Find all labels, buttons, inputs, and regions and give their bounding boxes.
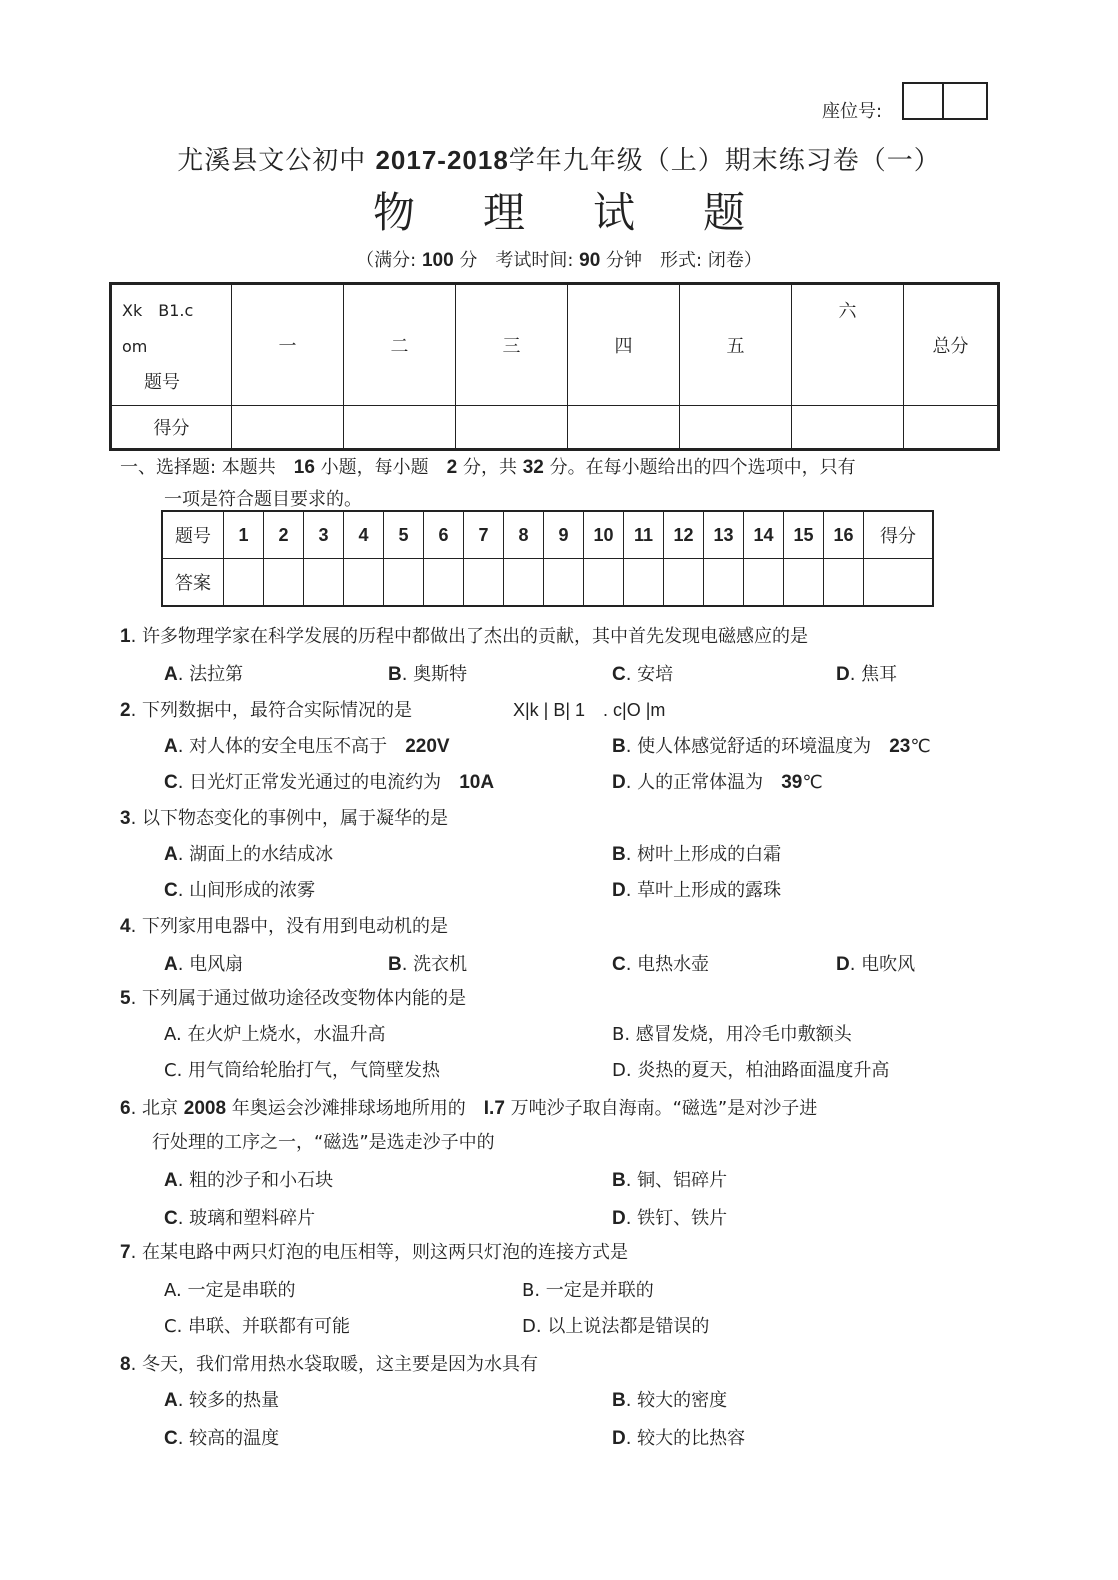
option-text: . 较多的热量 [177, 1390, 280, 1411]
answer-number: 7 [464, 511, 504, 559]
question-6 [120, 1094, 817, 1120]
option-letter: A [164, 1170, 178, 1191]
seat-box-2 [942, 82, 988, 120]
question-number: 1 [120, 626, 131, 647]
answer-score-header: 得分 [864, 511, 934, 559]
option-b [612, 1020, 852, 1046]
option-text: . 日光灯正常发光通过的电流约为 [177, 772, 460, 793]
option-text: . 用气筒给轮胎打气，气筒壁发热 [176, 1060, 441, 1081]
option-letter: A [164, 664, 178, 685]
option-b [612, 840, 781, 866]
option-letter: D [612, 772, 626, 793]
section-col-3: 三 [456, 284, 568, 406]
answer-number: 5 [384, 511, 424, 559]
answer-number: 16 [824, 511, 864, 559]
option-text: . 湖面上的水结成冰 [177, 844, 334, 865]
option-b [612, 1386, 727, 1412]
option-letter: A [164, 954, 178, 975]
option-text: . 较大的密度 [625, 1390, 728, 1411]
option-b [612, 732, 931, 758]
instr-text: 小题，每小题 [314, 457, 447, 478]
option-d [612, 1424, 745, 1450]
answer-row-label: 答案 [162, 559, 224, 607]
answer-cell[interactable] [664, 559, 704, 607]
option-d [612, 768, 823, 794]
option-unit: ℃ [802, 772, 823, 793]
answer-cell[interactable] [784, 559, 824, 607]
option-c [612, 950, 709, 976]
answer-cell[interactable] [464, 559, 504, 607]
exam-meta [0, 246, 1118, 272]
answer-number: 10 [584, 511, 624, 559]
instr-text: 一、选择题: 本题共 [120, 457, 294, 478]
option-text: . 较大的比热容 [625, 1428, 746, 1449]
option-value: 220V [405, 736, 450, 757]
answer-number: 9 [544, 511, 584, 559]
option-d [522, 1312, 709, 1338]
option-letter: C [164, 1060, 177, 1081]
question-3 [120, 804, 448, 830]
option-text: . 炎热的夏天，柏油路面温度升高 [625, 1060, 890, 1081]
option-letter: C [164, 880, 178, 901]
answer-cell[interactable] [264, 559, 304, 607]
answer-cell[interactable] [344, 559, 384, 607]
option-text: . 电吹风 [849, 954, 916, 975]
option-c [612, 660, 673, 686]
seat-number-label: 座位号: [822, 101, 883, 122]
option-d [836, 950, 915, 976]
answer-number: 12 [664, 511, 704, 559]
meta-text: 分钟 形式: 闭卷） [600, 250, 762, 271]
score-cell[interactable] [568, 406, 680, 450]
option-letter: D [612, 1208, 626, 1229]
instr-text: 一项是符合题目要求的。 [164, 489, 362, 510]
score-cell[interactable] [232, 406, 344, 450]
option-letter: B [388, 954, 402, 975]
section-col-5: 五 [680, 284, 792, 406]
option-text: . 使人体感觉舒适的环境温度为 [625, 736, 890, 757]
answer-cell[interactable] [304, 559, 344, 607]
option-letter: A [164, 736, 178, 757]
option-value: 39 [781, 772, 803, 793]
option-letter: C [164, 1208, 178, 1229]
question-text: . 冬天，我们常用热水袋取暖，这主要是因为水具有 [130, 1354, 539, 1375]
score-table [109, 282, 1000, 451]
meta-text: （满分: [356, 250, 422, 271]
section-instructions [120, 452, 856, 516]
watermark-text: X|k | B| 1 . c|O |m [513, 700, 666, 720]
option-letter: D [836, 954, 850, 975]
score-cell[interactable] [344, 406, 456, 450]
option-text: . 奥斯特 [401, 664, 468, 685]
option-text: . 洗衣机 [401, 954, 468, 975]
question-text: 万吨沙子取自海南。“磁选”是对沙子进 [504, 1098, 818, 1119]
option-letter: B [612, 844, 626, 865]
option-value: 10A [459, 772, 495, 793]
option-letter: B [388, 664, 402, 685]
option-text: . 感冒发烧，用冷毛巾敷额头 [624, 1024, 852, 1045]
option-b [612, 1166, 727, 1192]
answer-cell[interactable] [704, 559, 744, 607]
option-text: . 人的正常体温为 [625, 772, 782, 793]
exam-name: 学年九年级（上）期末练习卷（一） [508, 146, 941, 176]
question-text: . 在某电路中两只灯泡的电压相等，则这两只灯泡的连接方式是 [130, 1242, 629, 1263]
answer-cell[interactable] [624, 559, 664, 607]
question-text: . 下列属于通过做功途径改变物体内能的是 [130, 988, 467, 1009]
answer-number: 14 [744, 511, 784, 559]
option-letter: A [164, 1024, 176, 1045]
option-letter: B [612, 1390, 626, 1411]
subject-title [0, 180, 1118, 240]
section-col-1: 一 [232, 284, 344, 406]
option-letter: D [612, 1428, 626, 1449]
answer-cell[interactable] [384, 559, 424, 607]
answer-cell[interactable] [744, 559, 784, 607]
question-number: 2 [120, 700, 131, 721]
instr-text: 分。在每小题给出的四个选项中，只有 [543, 457, 856, 478]
answer-cell[interactable] [504, 559, 544, 607]
points-total: 32 [522, 457, 544, 478]
option-letter: B [522, 1280, 535, 1301]
section-col-6: 六 [792, 284, 904, 406]
option-b [388, 950, 467, 976]
option-text: . 电风扇 [177, 954, 244, 975]
answer-number: 8 [504, 511, 544, 559]
question-text: 行处理的工序之一，“磁选”是选走沙子中的 [152, 1132, 495, 1153]
question-2 [120, 696, 412, 722]
question-number: 8 [120, 1354, 131, 1375]
score-cell[interactable] [792, 406, 904, 450]
question-text: . 许多物理学家在科学发展的历程中都做出了杰出的贡献，其中首先发现电磁感应的是 [130, 626, 809, 647]
question-number: 4 [120, 916, 131, 937]
option-text: . 电热水壶 [625, 954, 710, 975]
option-b [522, 1276, 654, 1302]
answer-number: 3 [304, 511, 344, 559]
question-number: 7 [120, 1242, 131, 1263]
option-text: . 粗的沙子和小石块 [177, 1170, 334, 1191]
option-letter: B [612, 1170, 626, 1191]
answer-number: 6 [424, 511, 464, 559]
option-text: . 安培 [625, 664, 674, 685]
option-letter: B [612, 736, 626, 757]
option-text: . 树叶上形成的白霜 [625, 844, 782, 865]
exam-time: 90 [579, 250, 601, 271]
option-letter: C [612, 954, 626, 975]
option-text: . 玻璃和塑料碎片 [177, 1208, 316, 1229]
option-c [164, 876, 315, 902]
question-text: 年奥运会沙滩排球场地所用的 [226, 1098, 484, 1119]
question-value: I.7 [483, 1098, 505, 1119]
section-col-4: 四 [568, 284, 680, 406]
option-a [164, 1020, 385, 1046]
option-letter: B [612, 1024, 625, 1045]
option-text: . 一定是串联的 [176, 1280, 296, 1301]
option-text: . 一定是并联的 [534, 1280, 654, 1301]
option-b [388, 660, 467, 686]
answer-cell[interactable] [224, 559, 264, 607]
option-c [164, 768, 494, 794]
exam-title [0, 140, 1118, 177]
option-letter: D [522, 1316, 536, 1337]
question-8 [120, 1350, 538, 1376]
option-c [164, 1204, 315, 1230]
answer-number-header: 题号 [162, 511, 224, 559]
option-a [164, 1276, 295, 1302]
answer-number: 11 [624, 511, 664, 559]
meta-text: 分 考试时间: [453, 250, 580, 271]
option-d [612, 1204, 727, 1230]
option-text: . 山间形成的浓雾 [177, 880, 316, 901]
seat-box-1 [902, 82, 944, 120]
section-col-2: 二 [344, 284, 456, 406]
option-text: . 以上说法都是错误的 [535, 1316, 710, 1337]
school-name: 尤溪县文公初中 [177, 146, 376, 176]
option-unit: ℃ [910, 736, 931, 757]
subject-char: 试 [593, 188, 636, 237]
answer-number: 4 [344, 511, 384, 559]
option-a [164, 950, 243, 976]
option-c [164, 1056, 440, 1082]
score-cell[interactable] [904, 406, 999, 450]
option-text: . 对人体的安全电压不高于 [177, 736, 406, 757]
points-each: 2 [446, 457, 458, 478]
answer-number: 15 [784, 511, 824, 559]
question-number: 6 [120, 1098, 131, 1119]
option-a [164, 1386, 279, 1412]
school-year: 2017-2018 [375, 145, 509, 175]
total-col: 总分 [904, 284, 999, 406]
corner-text: om [122, 337, 148, 356]
option-letter: A [164, 1390, 178, 1411]
option-text: . 焦耳 [849, 664, 898, 685]
question-7 [120, 1238, 628, 1264]
subject-char: 题 [703, 188, 746, 237]
answer-number: 1 [224, 511, 264, 559]
question-number: 5 [120, 988, 131, 1009]
instr-text: 分，共 [457, 457, 523, 478]
option-a [164, 1166, 333, 1192]
answer-score-cell[interactable] [864, 559, 934, 607]
option-letter: D [612, 1060, 626, 1081]
answer-cell[interactable] [824, 559, 864, 607]
option-d [612, 876, 781, 902]
question-4 [120, 912, 448, 938]
question-number-header: 题号 [144, 372, 180, 393]
score-row-label: 得分 [111, 406, 232, 450]
answer-cell[interactable] [584, 559, 624, 607]
question-count: 16 [293, 457, 315, 478]
option-letter: A [164, 844, 178, 865]
answer-cell[interactable] [544, 559, 584, 607]
score-table-corner [111, 284, 232, 406]
full-score: 100 [421, 250, 454, 271]
option-text: . 铜、铝碎片 [625, 1170, 728, 1191]
option-letter: C [164, 1428, 178, 1449]
subject-char: 物 [372, 188, 415, 237]
option-letter: A [164, 1280, 176, 1301]
option-letter: D [836, 664, 850, 685]
option-a [164, 660, 243, 686]
option-c [164, 1424, 279, 1450]
option-letter: C [164, 1316, 177, 1337]
option-a [164, 840, 333, 866]
option-text: . 法拉第 [177, 664, 244, 685]
subject-char: 理 [482, 188, 525, 237]
option-text: . 铁钉、铁片 [625, 1208, 728, 1229]
question-5 [120, 984, 466, 1010]
question-value: 2008 [183, 1098, 227, 1119]
question-number: 3 [120, 808, 131, 829]
option-value: 23 [889, 736, 911, 757]
question-text: . 下列家用电器中，没有用到电动机的是 [130, 916, 449, 937]
corner-text: Xk B1.c [122, 301, 194, 320]
option-letter: C [164, 772, 178, 793]
option-a [164, 732, 450, 758]
option-d [612, 1056, 889, 1082]
option-c [164, 1312, 350, 1338]
question-text: . 以下物态变化的事例中，属于凝华的是 [130, 808, 449, 829]
answer-number: 13 [704, 511, 744, 559]
answer-table [161, 510, 934, 607]
option-letter: C [612, 664, 626, 685]
score-cell[interactable] [680, 406, 792, 450]
question-1 [120, 622, 808, 648]
answer-number: 2 [264, 511, 304, 559]
option-letter: D [612, 880, 626, 901]
option-d [836, 660, 897, 686]
score-cell[interactable] [456, 406, 568, 450]
answer-cell[interactable] [424, 559, 464, 607]
question-text: . 下列数据中，最符合实际情况的是 [130, 700, 413, 721]
option-text: . 草叶上形成的露珠 [625, 880, 782, 901]
option-text: . 在火炉上烧水，水温升高 [176, 1024, 386, 1045]
option-text: . 较高的温度 [177, 1428, 280, 1449]
question-text: . 北京 [130, 1098, 184, 1119]
option-text: . 串联、并联都有可能 [176, 1316, 351, 1337]
